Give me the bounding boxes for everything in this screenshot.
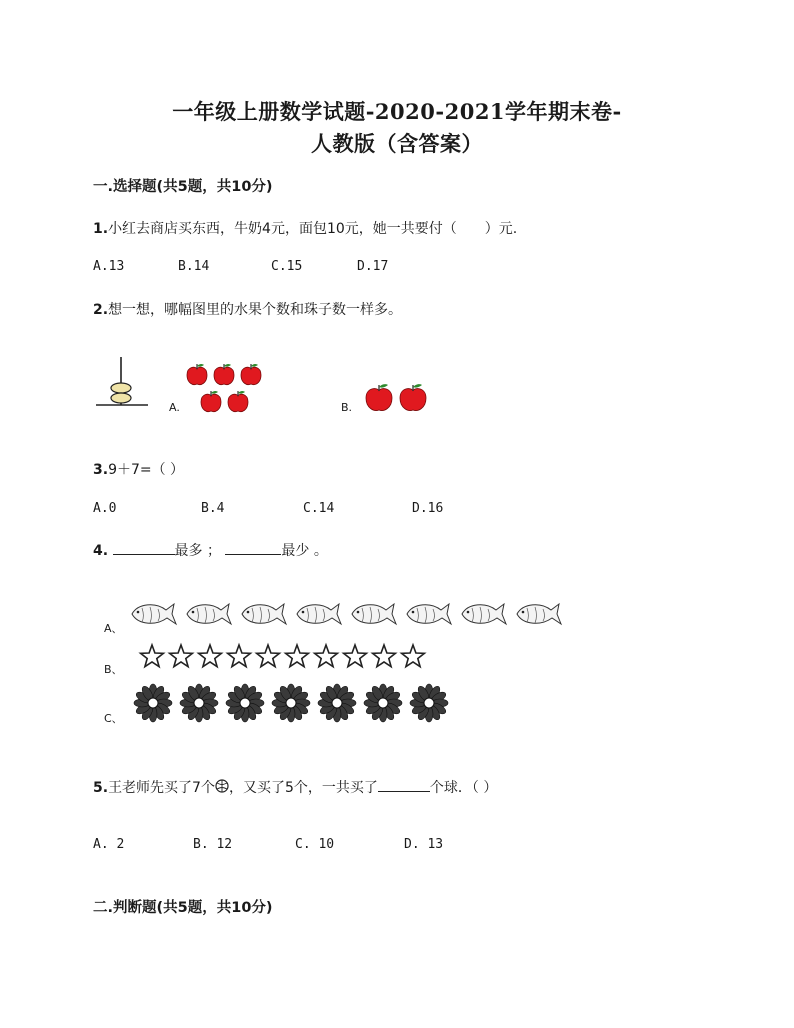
star-icon [199, 645, 222, 667]
question-number: 1. [93, 221, 109, 237]
page-title-line1: 一年级上册数学试题-2020-2021学年期末卷- [172, 99, 622, 124]
apple-icon [366, 384, 392, 410]
question-number: 5. [93, 780, 109, 796]
row-label-b: B、 [104, 663, 123, 676]
option-1d[interactable]: D.17 [357, 259, 389, 274]
question-5-text-2: ，又买了5个，一共买了 [228, 780, 378, 796]
fish-icon [187, 604, 231, 624]
question-2-text: 想一想，哪幅图里的水果个数和珠子数一样多。 [108, 302, 403, 318]
option-5c[interactable]: C. 10 [295, 837, 335, 852]
ball-icon [215, 779, 229, 793]
option-5d[interactable]: D. 13 [404, 837, 444, 852]
question-4 [93, 540, 328, 560]
option-3c[interactable]: C.14 [303, 501, 335, 516]
fish-icon [517, 604, 561, 624]
option-1a[interactable]: A.13 [93, 259, 125, 274]
apple-icon [241, 364, 261, 385]
flower-icon [272, 684, 310, 722]
flower-icon [180, 684, 218, 722]
fish-icon [352, 604, 396, 624]
fish-icon [132, 604, 176, 624]
answer-blank[interactable] [113, 542, 175, 555]
question-1-text-before: 小红去商店买东西，牛奶4元，面包10元，她一共要付（ [108, 221, 457, 237]
apple-icon [400, 384, 426, 410]
star-row [138, 640, 428, 674]
star-icon [344, 645, 367, 667]
flower-row [133, 683, 457, 723]
row-label-a: A、 [104, 622, 123, 635]
question-3-text: 9＋7=（ ） [108, 462, 185, 478]
option-2b[interactable]: B. [341, 401, 353, 414]
answer-blank[interactable] [225, 542, 281, 555]
star-icon [170, 645, 193, 667]
flower-icon [364, 684, 402, 722]
question-5 [93, 777, 497, 797]
star-icon [402, 645, 425, 667]
question-1-text-after: ）元. [484, 221, 518, 237]
star-icon [141, 645, 164, 667]
question-4-most: 最多 [174, 543, 203, 559]
question-number: 3. [93, 462, 109, 478]
option-1b[interactable]: B.14 [178, 259, 210, 274]
option-3a[interactable]: A.0 [93, 501, 117, 516]
question-4-end: 。 [313, 543, 328, 559]
answer-blank[interactable] [378, 779, 430, 792]
fish-icon [297, 604, 341, 624]
flower-icon [226, 684, 264, 722]
fish-row [130, 598, 572, 630]
star-icon [257, 645, 280, 667]
option-3b[interactable]: B.4 [201, 501, 225, 516]
page-title-line2: 人教版（含答案） [311, 131, 483, 156]
section-heading-judge: 二.判断题(共5题，共10分) [93, 900, 273, 916]
option-5a[interactable]: A. 2 [93, 837, 125, 852]
question-5-text-1: 王老师先买了7个 [108, 780, 215, 796]
option-2a[interactable]: A. [169, 401, 180, 414]
fish-icon [242, 604, 286, 624]
star-icon [228, 645, 251, 667]
fish-icon [407, 604, 451, 624]
abacus-icon [94, 355, 150, 410]
question-4-sep: ； [206, 543, 221, 559]
star-icon [315, 645, 338, 667]
flower-icon [134, 684, 172, 722]
question-4-least: 最少 [281, 543, 310, 559]
question-3 [93, 459, 184, 479]
option-3d[interactable]: D.16 [412, 501, 444, 516]
fish-icon [462, 604, 506, 624]
row-label-c: C、 [104, 712, 123, 725]
flower-icon [318, 684, 356, 722]
apple-icon [228, 391, 248, 412]
apple-group-b [364, 383, 430, 413]
question-5-text-3: 个球．（ ） [429, 780, 498, 796]
question-number: 4. [93, 543, 109, 559]
question-number: 2. [93, 302, 109, 318]
flower-icon [410, 684, 448, 722]
star-icon [373, 645, 396, 667]
apple-group-a [184, 363, 266, 415]
apple-icon [214, 364, 234, 385]
question-1 [93, 218, 517, 238]
question-2 [93, 299, 402, 319]
option-1c[interactable]: C.15 [271, 259, 303, 274]
apple-icon [187, 364, 207, 385]
section-heading-choice: 一.选择题(共5题，共10分) [93, 179, 273, 195]
apple-icon [201, 391, 221, 412]
option-5b[interactable]: B. 12 [193, 837, 233, 852]
star-icon [286, 645, 309, 667]
